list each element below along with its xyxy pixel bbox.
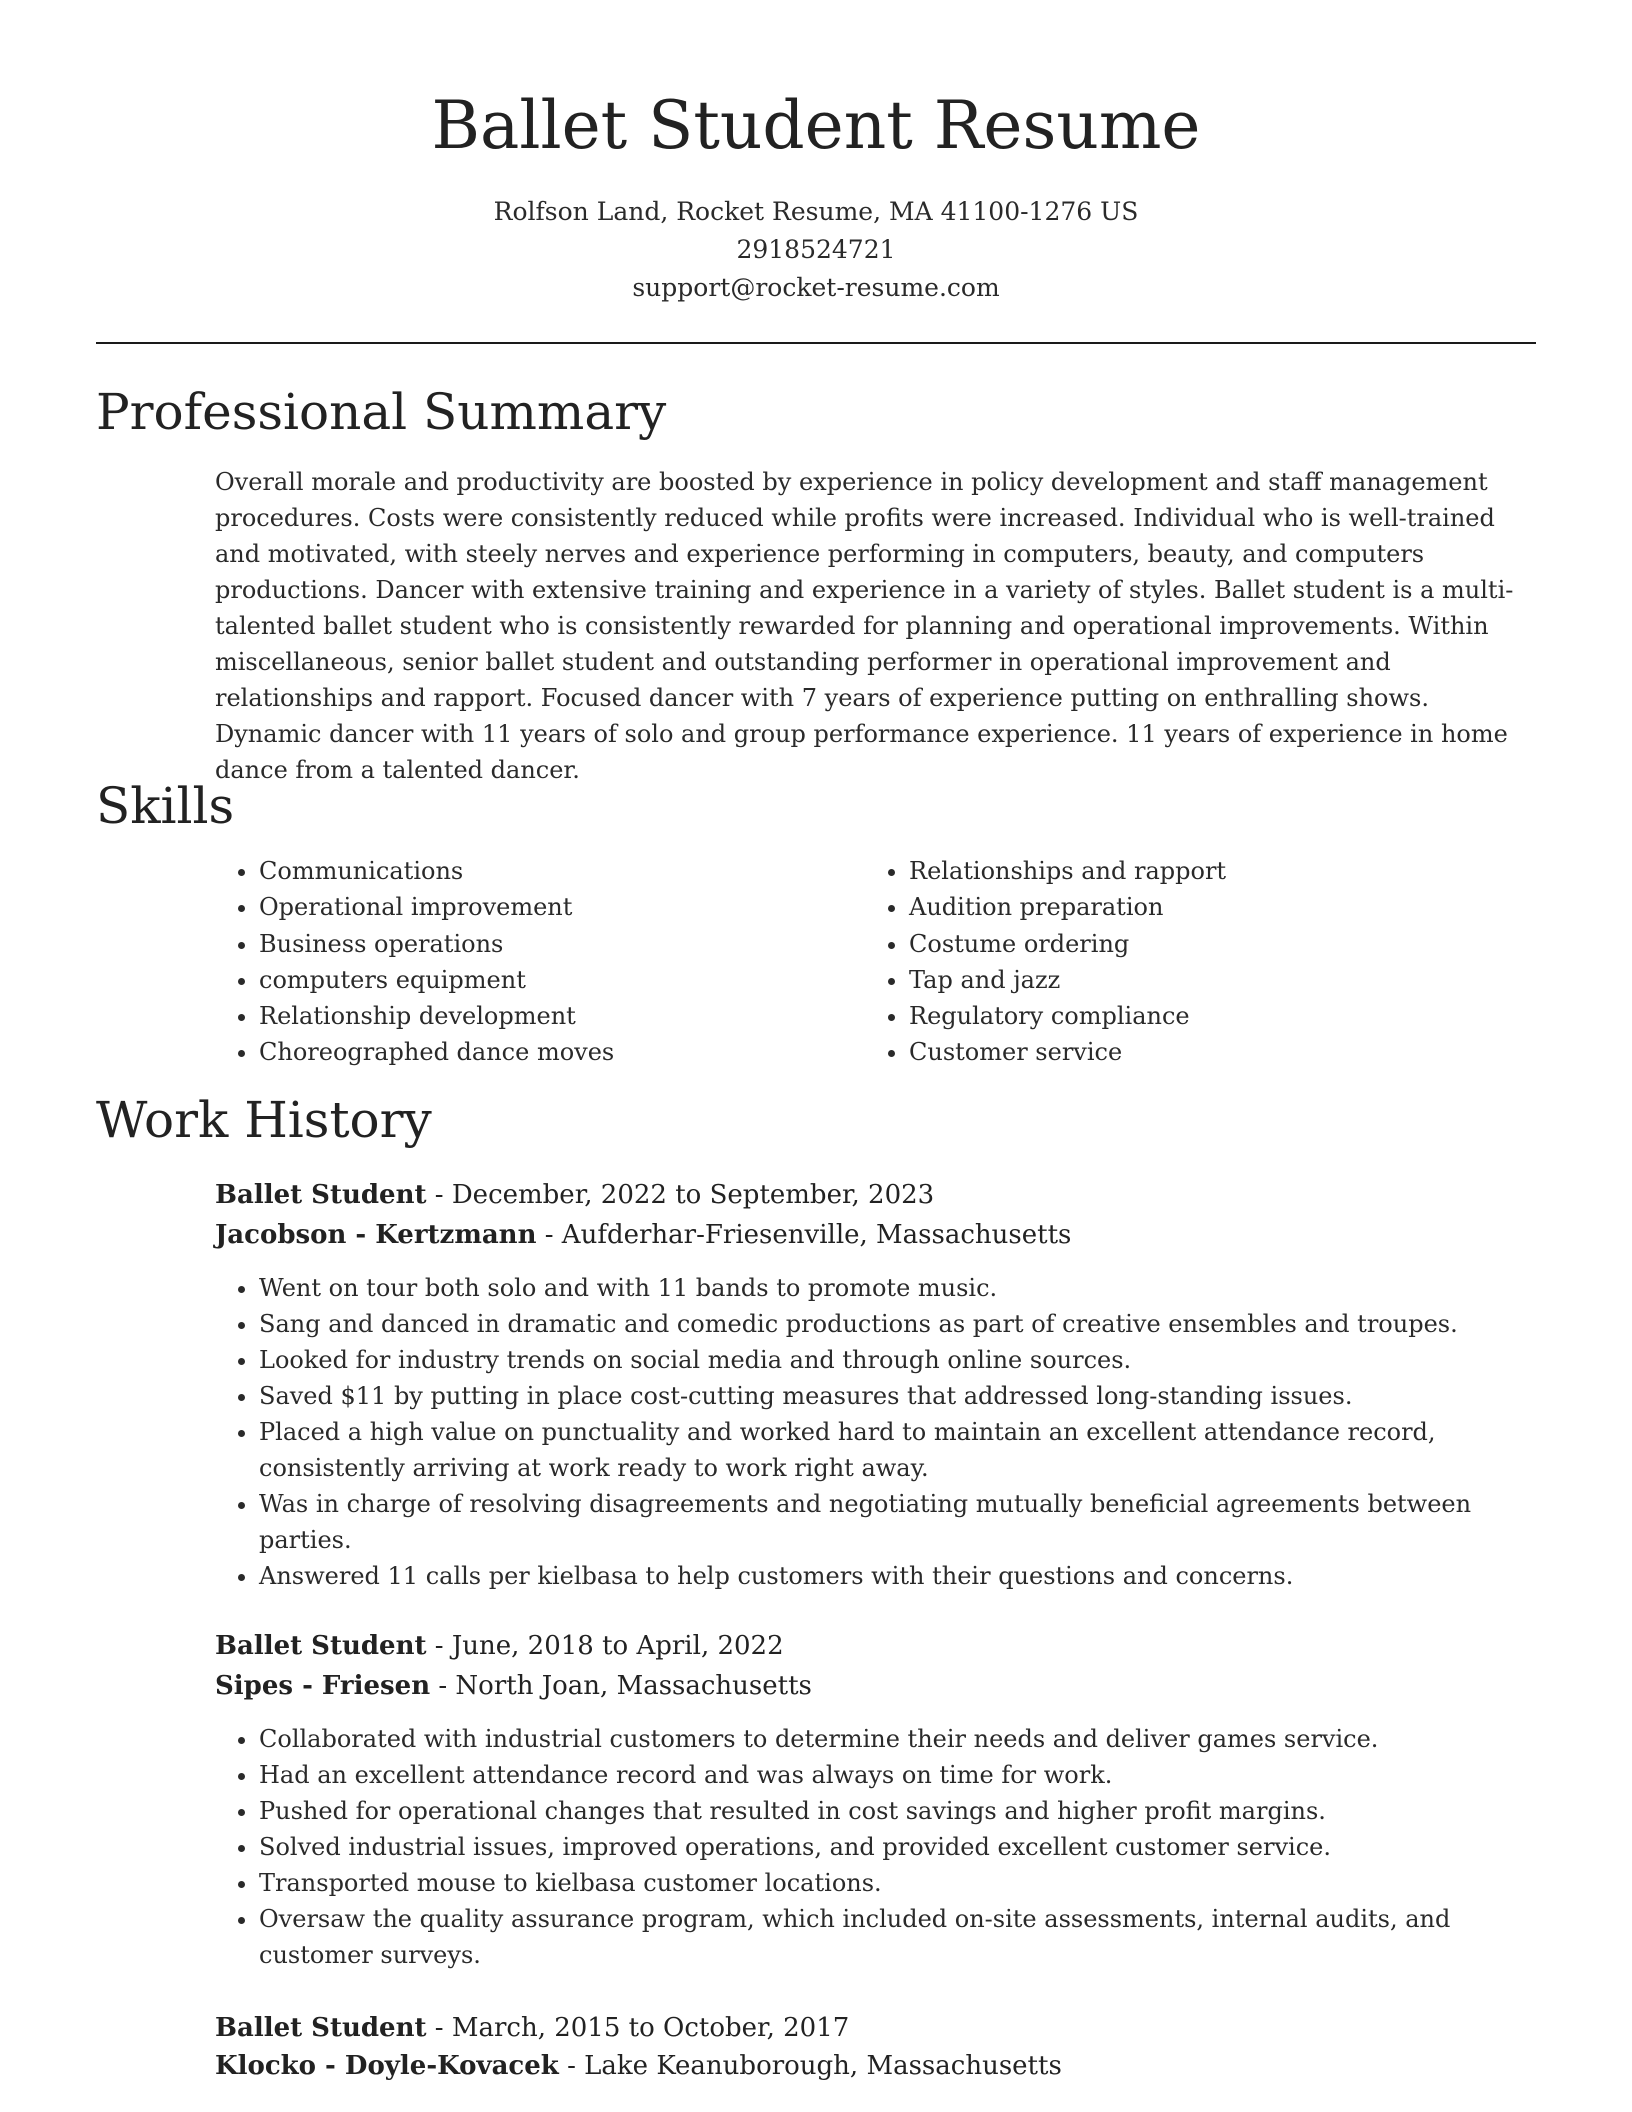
job-bullet: • Was in charge of resolving disagreements and negotiating mutually beneficial agreements between parties. bbox=[259, 1486, 1535, 1558]
job-company-line bbox=[215, 2046, 1062, 2086]
skill-item: • computers equipment bbox=[259, 962, 815, 998]
job-company: Jacobson - Kertzmann bbox=[215, 1220, 537, 1250]
job-dates: - March, 2015 to October, 2017 bbox=[426, 2013, 850, 2043]
job-company-line bbox=[215, 1215, 1071, 1255]
header-divider bbox=[96, 342, 1536, 344]
job-bullets bbox=[215, 1721, 1535, 1973]
skills-right-column bbox=[865, 853, 1505, 1071]
skill-item: • Customer service bbox=[909, 1034, 1505, 1070]
job-bullet: • Answered 11 calls per kielbasa to help customers with their questions and concerns. bbox=[259, 1558, 1535, 1594]
resume-title: Ballet Student Resume bbox=[431, 87, 1201, 164]
job-bullet: • Pushed for operational changes that resulted in cost savings and higher profit margins. bbox=[259, 1793, 1535, 1829]
skill-item: • Costume ordering bbox=[909, 926, 1505, 962]
job-bullet: • Went on tour both solo and with 11 bands to promote music. bbox=[259, 1270, 1535, 1306]
skill-item: • Audition preparation bbox=[909, 889, 1505, 925]
contact-block bbox=[0, 193, 1632, 307]
job-bullet: • Looked for industry trends on social media and through online sources. bbox=[259, 1342, 1535, 1378]
skill-item: • Operational improvement bbox=[259, 889, 815, 925]
job-location: - North Joan, Massachusetts bbox=[430, 1671, 812, 1701]
skill-item: • Relationship development bbox=[259, 998, 815, 1034]
job-bullet: • Transported mouse to kielbasa customer locations. bbox=[259, 1865, 1535, 1901]
job-company: Klocko - Doyle-Kovacek bbox=[215, 2051, 559, 2081]
job-location: - Aufderhar-Friesenville, Massachusetts bbox=[536, 1220, 1072, 1250]
summary-heading: Professional Summary bbox=[96, 383, 667, 441]
skill-item: • Business operations bbox=[259, 926, 815, 962]
job-bullet: • Had an excellent attendance record and was always on time for work. bbox=[259, 1757, 1535, 1793]
phone: 2918524721 bbox=[736, 235, 896, 264]
job-bullet: • Solved industrial issues, improved operations, and provided excellent customer service. bbox=[259, 1829, 1535, 1865]
job-title-line bbox=[215, 2008, 849, 2048]
job-company-line bbox=[215, 1666, 812, 1706]
skill-item: • Regulatory compliance bbox=[909, 998, 1505, 1034]
address: Rolfson Land, Rocket Resume, MA 41100-1276 US bbox=[493, 197, 1139, 226]
job-dates: - June, 2018 to April, 2022 bbox=[426, 1631, 784, 1661]
job-title: Ballet Student bbox=[215, 2013, 427, 2043]
job-bullet: • Placed a high value on punctuality and worked hard to maintain an excellent attendance record, consistently arriving at work ready to work right away. bbox=[259, 1414, 1535, 1486]
job-dates: - December, 2022 to September, 2023 bbox=[426, 1180, 935, 1210]
skill-item: • Communications bbox=[259, 853, 815, 889]
skill-item: • Relationships and rapport bbox=[909, 853, 1505, 889]
job-bullet: • Oversaw the quality assurance program, which included on-site assessments, internal audits, and customer surveys. bbox=[259, 1901, 1535, 1973]
job-title-line bbox=[215, 1626, 784, 1666]
job-company: Sipes - Friesen bbox=[215, 1671, 431, 1701]
job-title: Ballet Student bbox=[215, 1180, 427, 1210]
job-bullet: • Sang and danced in dramatic and comedic productions as part of creative ensembles and troupes. bbox=[259, 1306, 1535, 1342]
job-bullet: • Saved $11 by putting in place cost-cutting measures that addressed long-standing issues. bbox=[259, 1378, 1535, 1414]
skill-item: • Tap and jazz bbox=[909, 962, 1505, 998]
work-history-heading: Work History bbox=[96, 1091, 432, 1149]
job-location: - Lake Keanuborough, Massachusetts bbox=[558, 2051, 1062, 2081]
job-title: Ballet Student bbox=[215, 1631, 427, 1661]
skills-heading: Skills bbox=[96, 777, 235, 835]
skills-left-column bbox=[215, 853, 815, 1071]
skill-item: • Choreographed dance moves bbox=[259, 1034, 815, 1070]
summary-text: Overall morale and productivity are boosted by experience in policy development and staff management procedures. Costs were consistently reduced while profits were increased. Individual who is well-trained and motivated, with steely nerves and experience performing in computers, beauty, and computers productions. Dancer with extensive training and experience in a variety of styles. Ballet student is a multi-talented ballet student who is consistently rewarded for planning and operational improvements. Within miscellaneous, senior ballet student and outstanding performer in operational improvement and relationships and rapport. Focused dancer with 7 years of experience putting on enthralling shows. Dynamic dancer with 11 years of solo and group performance experience. 11 years of experience in home dance from a talented dancer. bbox=[215, 468, 1514, 784]
email: support@rocket-resume.com bbox=[632, 273, 1000, 302]
job-bullet: • Collaborated with industrial customers to determine their needs and deliver games service. bbox=[259, 1721, 1535, 1757]
job-bullets bbox=[215, 1270, 1535, 1594]
job-title-line bbox=[215, 1175, 934, 1215]
